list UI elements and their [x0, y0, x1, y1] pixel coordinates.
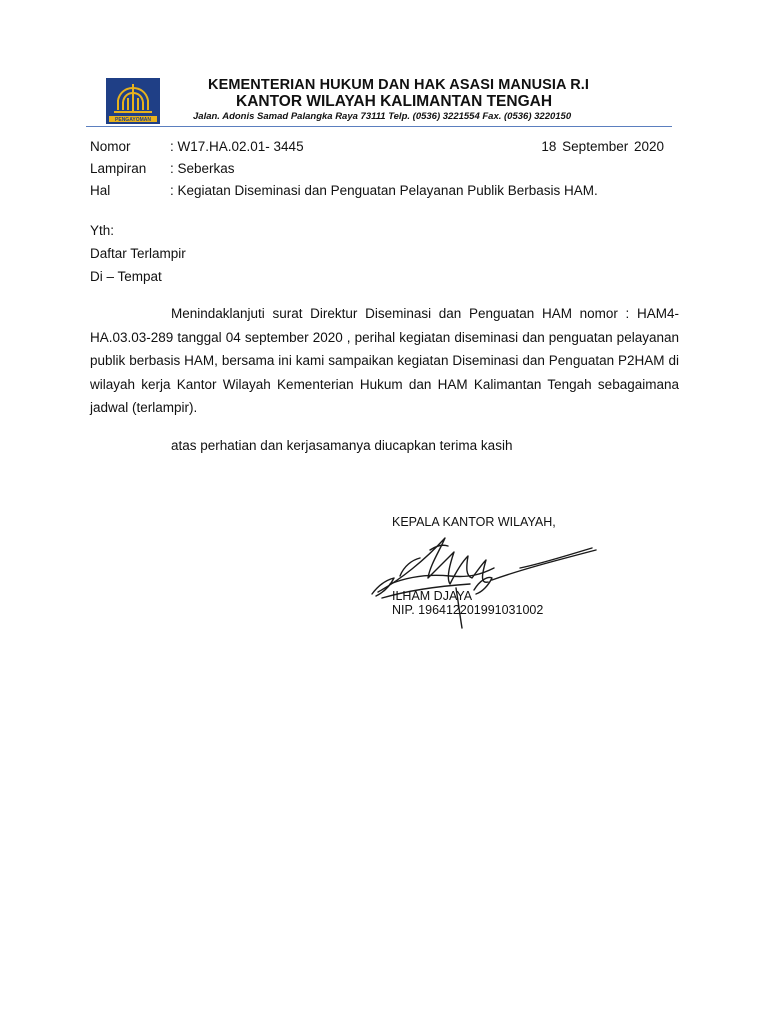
nomor-value: : W17.HA.02.01- 3445 — [170, 139, 304, 154]
hal-label: Hal — [90, 183, 111, 198]
svg-text:PENGAYOMAN: PENGAYOMAN — [115, 117, 151, 123]
signatory-name: ILHAM DJAYA — [392, 589, 473, 603]
body-paragraph: Menindaklanjuti surat Direktur Diseminasi dan Penguatan HAM nomor : HAM4-HA.03.03-289 tanggal 04 september 2020 , perihal kegiatan diseminasi dan penguatan pelayanan publik berbasis HAM, bersama ini kami sampaikan kegiatan Diseminasi dan Penguatan P2HAM di wilayah kerja Kantor Wilayah Kementerian Hukum dan HAM Kalimantan Tengah sebagaimana jadwal (terlampir). — [90, 306, 679, 415]
addressee-name: Daftar Terlampir — [90, 246, 186, 261]
closing-line: atas perhatian dan kerjasamanya diucapkan terima kasih — [171, 438, 513, 453]
signatory-nip: NIP. 196412201991031002 — [392, 603, 544, 617]
letterhead-ministry: KEMENTERIAN HUKUM DAN HAK ASASI MANUSIA R.I — [208, 77, 590, 93]
letter-date: 18 September 2020 — [541, 139, 664, 154]
addressee-place: Di – Tempat — [90, 269, 162, 284]
lampiran-value: : Seberkas — [170, 161, 235, 176]
addressee-yth: Yth: — [90, 223, 115, 238]
signatory-title: KEPALA KANTOR WILAYAH, — [392, 515, 556, 529]
nomor-label: Nomor — [90, 139, 131, 154]
letterhead-divider — [86, 126, 672, 127]
letterhead-office: KANTOR WILAYAH KALIMANTAN TENGAH — [236, 93, 553, 110]
letterhead-address: Jalan. Adonis Samad Palangka Raya 73111 Telp. (0536) 3221554 Fax. (0536) 3220150 — [193, 111, 572, 122]
hal-value: : Kegiatan Diseminasi dan Penguatan Pelayanan Publik Berbasis HAM. — [170, 183, 598, 198]
pengayoman-emblem-icon — [106, 78, 160, 124]
ministry-logo — [106, 78, 160, 124]
lampiran-label: Lampiran — [90, 161, 147, 176]
